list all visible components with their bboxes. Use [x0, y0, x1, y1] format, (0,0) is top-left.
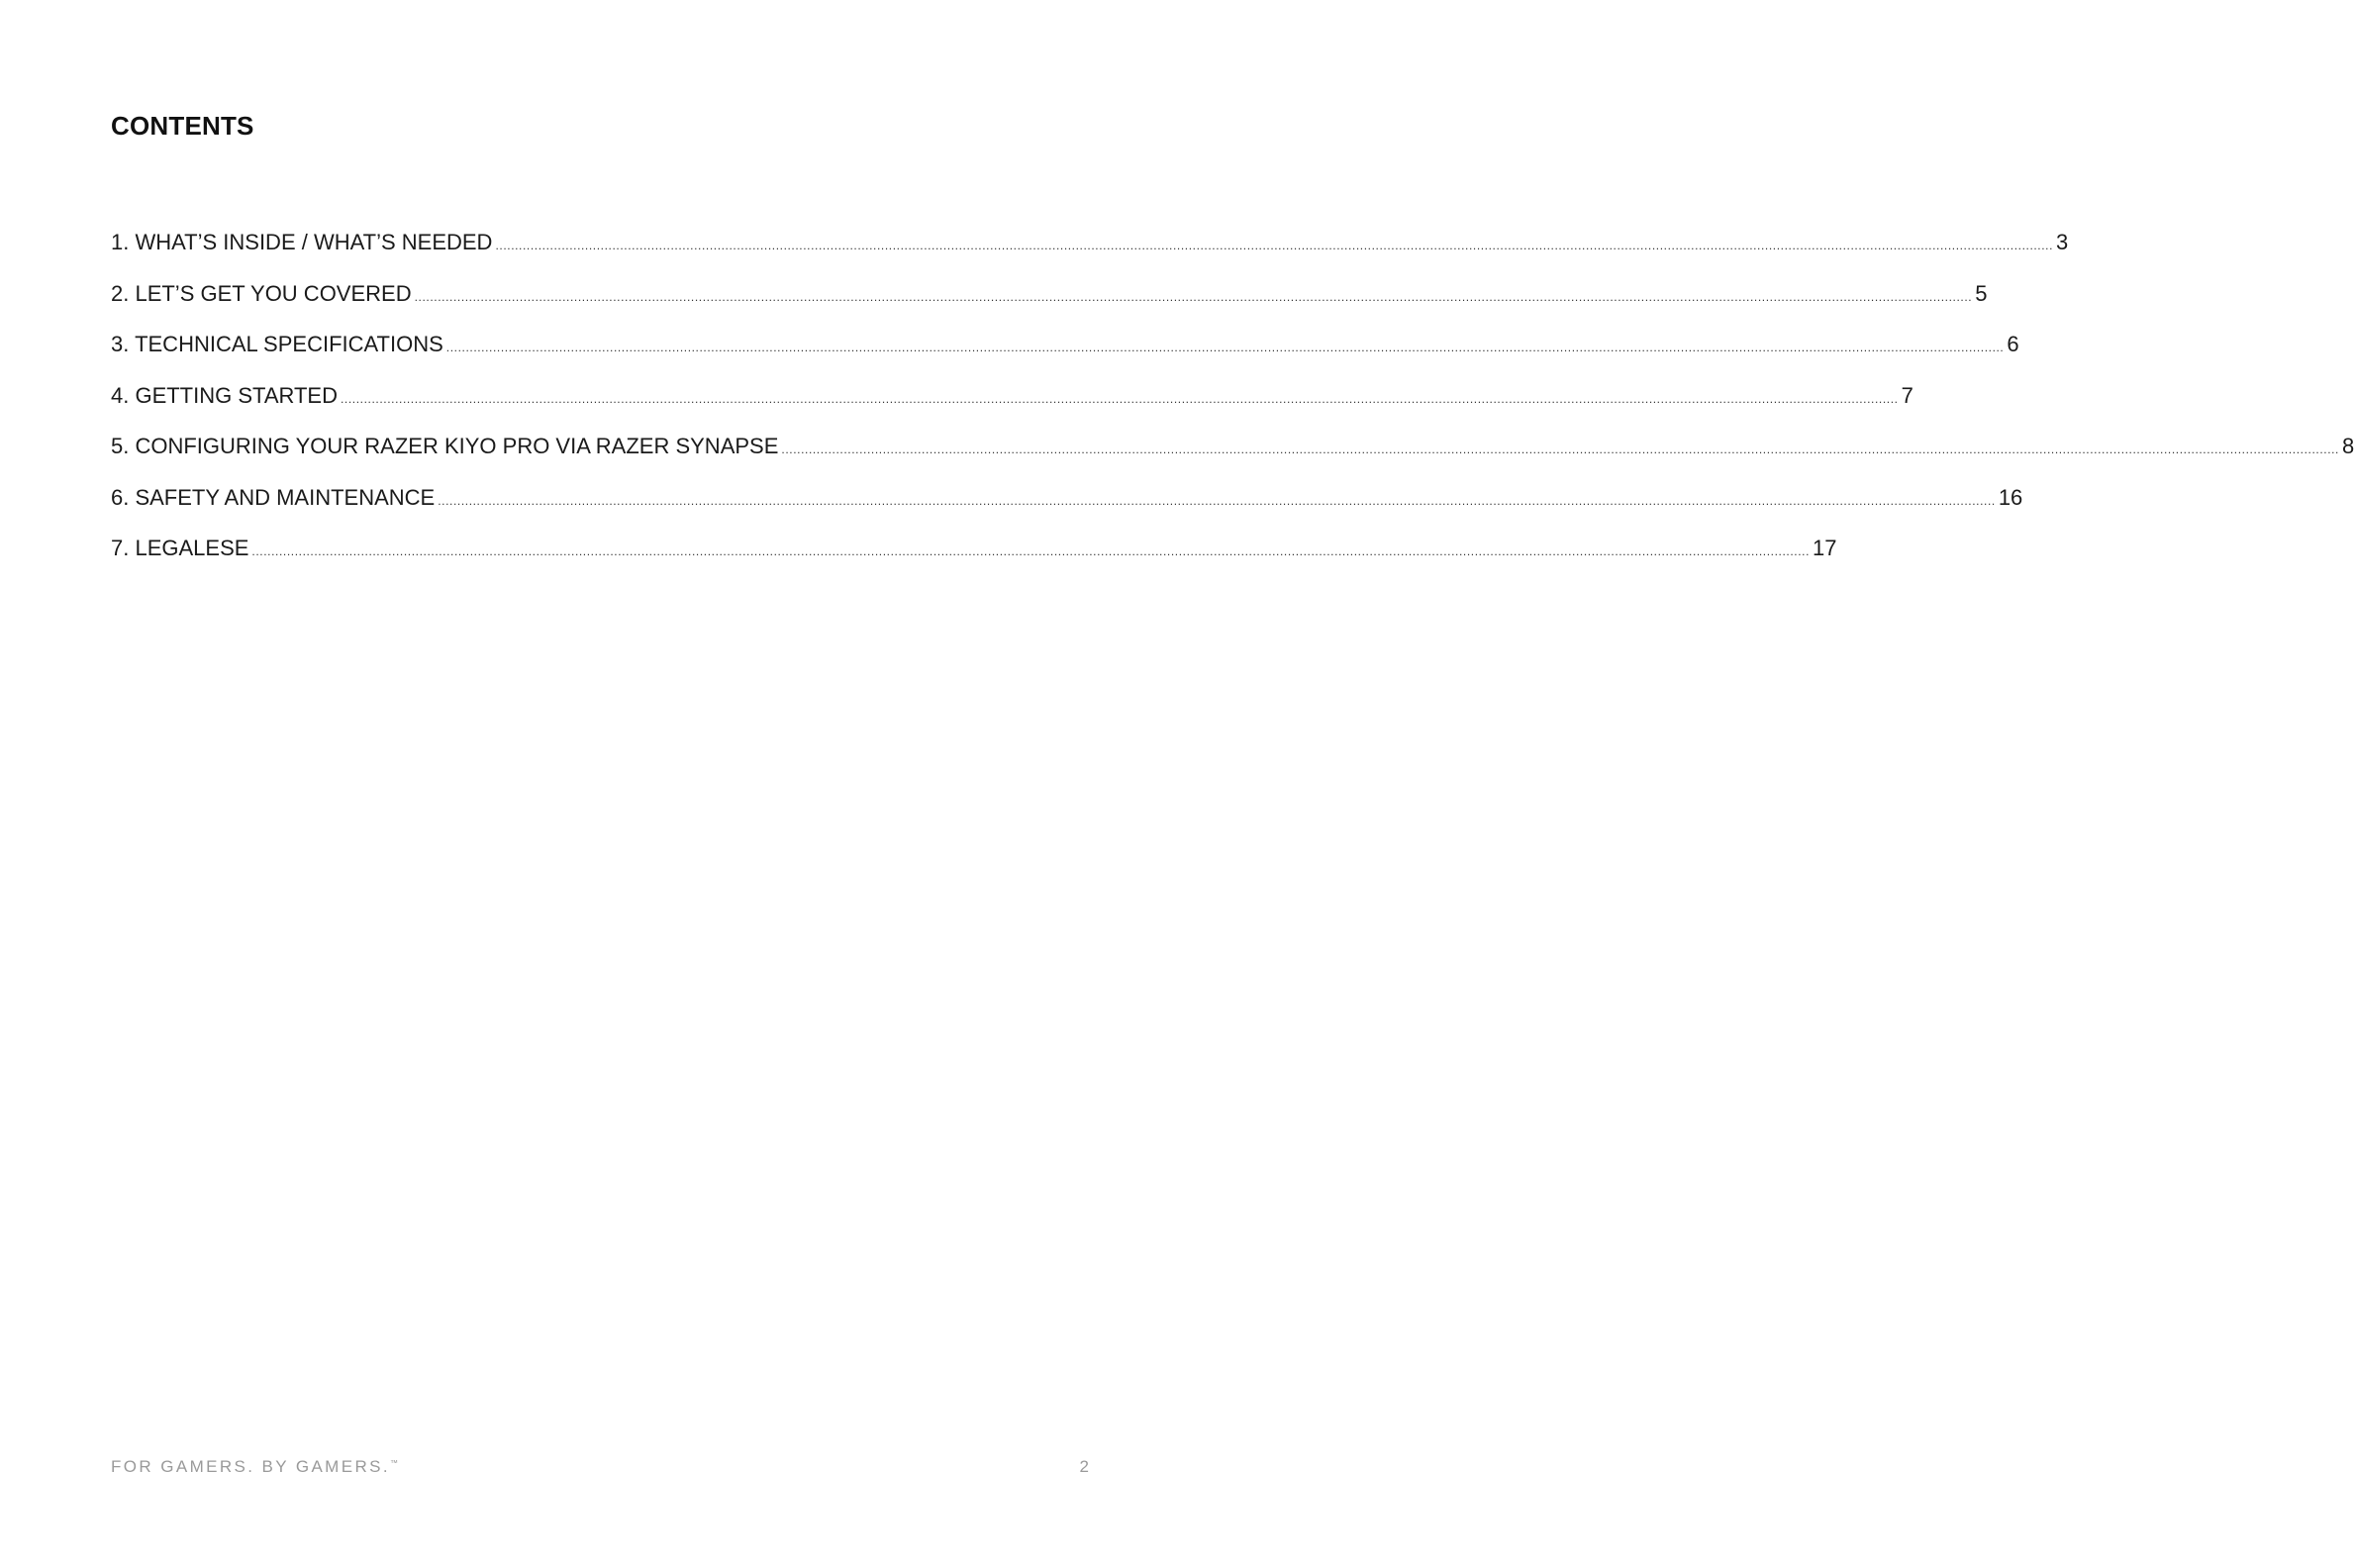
toc-entry-label: 6. SAFETY AND MAINTENANCE [111, 484, 436, 510]
toc-entry[interactable] [111, 228, 2069, 279]
page-title: CONTENTS [111, 111, 254, 141]
toc-entry-label: 7. LEGALESE [111, 536, 249, 560]
toc-entry-page: 16 [1998, 484, 2023, 510]
footer-tagline [111, 1457, 398, 1477]
toc-entry[interactable] [111, 330, 2019, 381]
toc-entry-page: 8 [2342, 434, 2354, 458]
toc-entry[interactable] [111, 534, 1837, 585]
toc-entry[interactable] [111, 483, 2023, 535]
dot-leader: ................................................................................................................................................................................................................................................................................................................................................................................................................ [438, 493, 1996, 508]
toc-entry[interactable] [111, 381, 1913, 433]
toc-entry-label: 1. WHAT’S INSIDE / WHAT’S NEEDED [111, 230, 493, 254]
toc-entry-label: 3. TECHNICAL SPECIFICATIONS [111, 332, 443, 356]
trademark-symbol: ™ [390, 1458, 399, 1468]
dot-leader: ................................................................................................................................................................................................................................................................................................................................................................................................................ [251, 544, 1811, 558]
dot-leader: ................................................................................................................................................................................................................................................................................................................................................................................................................ [341, 391, 1899, 406]
toc-entry-label: 2. LET’S GET YOU COVERED [111, 280, 412, 306]
toc-entry-page: 3 [2056, 230, 2069, 254]
toc-entry[interactable] [111, 279, 1988, 331]
toc-entry-label: 5. CONFIGURING YOUR RAZER KIYO PRO VIA RAZER SYNAPSE [111, 434, 779, 458]
toc-entry-page: 7 [1901, 382, 1913, 408]
footer-tagline-text: FOR GAMERS. BY GAMERS. [111, 1457, 391, 1476]
toc-entry-page: 6 [2007, 332, 2019, 356]
footer-page-number: 2 [1079, 1457, 1089, 1476]
toc-entry[interactable] [111, 432, 2354, 483]
dot-leader: ................................................................................................................................................................................................................................................................................................................................................................................................................ [495, 239, 2054, 252]
dot-leader: ................................................................................................................................................................................................................................................................................................................................................................................................................ [445, 341, 2005, 354]
toc-entry-label: 4. GETTING STARTED [111, 382, 338, 408]
toc-entry-page: 17 [1813, 536, 1837, 560]
dot-leader: ................................................................................................................................................................................................................................................................................................................................................................................................................ [414, 289, 1973, 304]
dot-leader: ................................................................................................................................................................................................................................................................................................................................................................................................................ [781, 442, 2339, 456]
toc-entry-page: 5 [1975, 280, 1988, 306]
table-of-contents [111, 228, 2354, 585]
